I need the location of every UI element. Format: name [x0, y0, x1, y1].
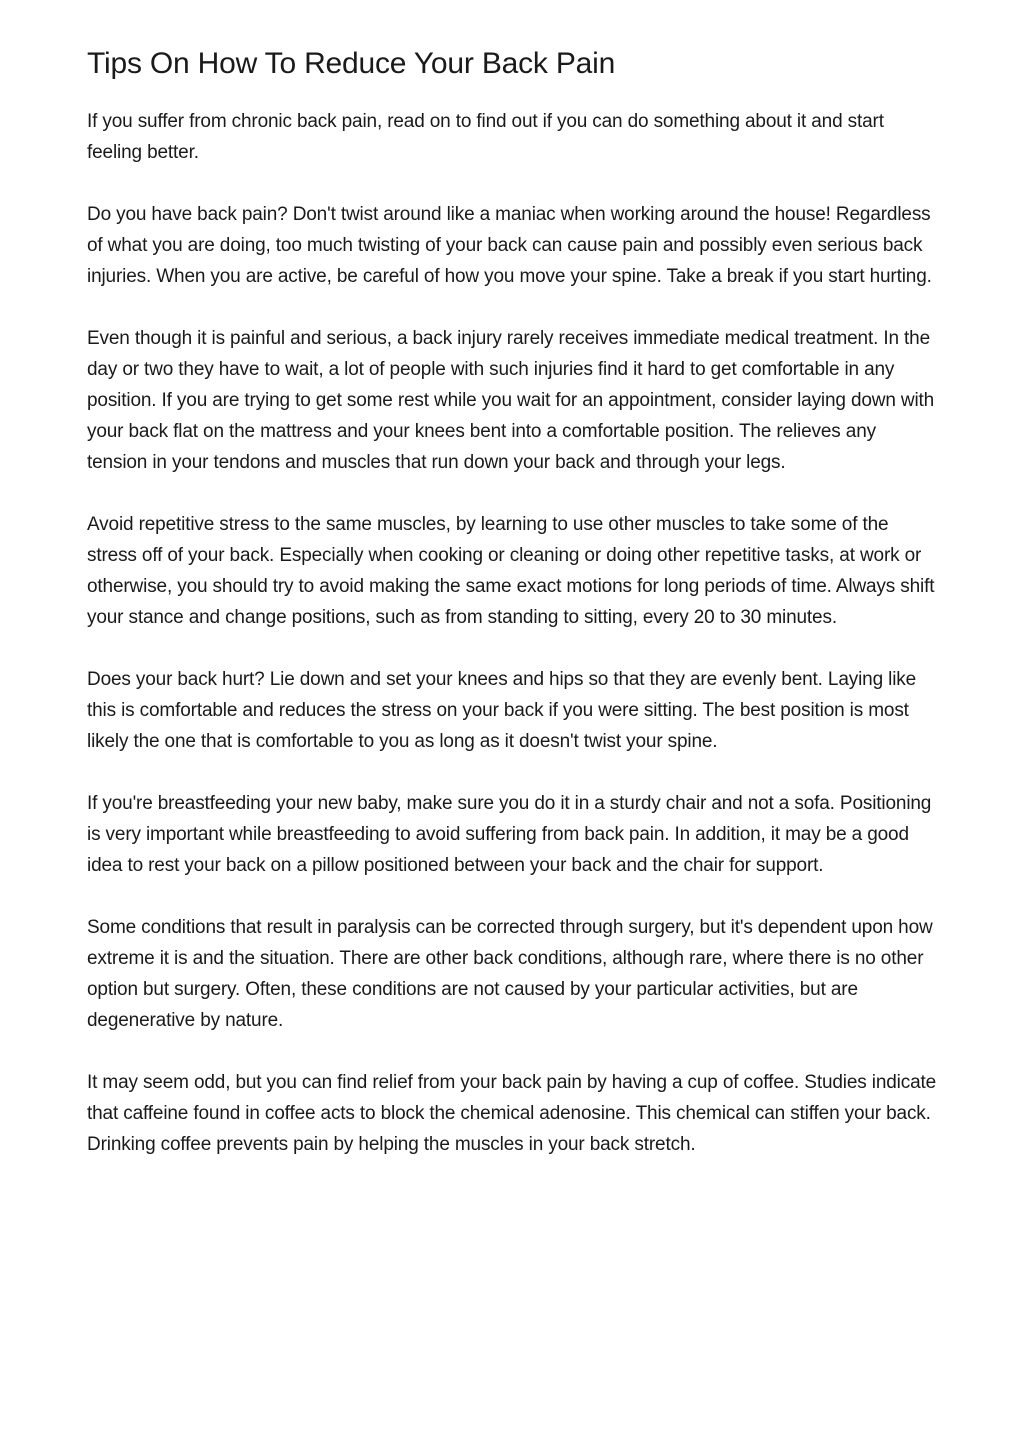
paragraph-intro: If you suffer from chronic back pain, read on to find out if you can do something about it and start feeling better. — [87, 111, 884, 163]
paragraph-lie-down: Does your back hurt? Lie down and set your knees and hips so that they are evenly bent. Laying like this is comfortable and reduces the stress on your back if you were sitting. The best position is most likely the one that is comfortable to you as long as it doesn't twist your spine. — [87, 669, 917, 752]
paragraph-breastfeeding: If you're breastfeeding your new baby, make sure you do it in a sturdy chair and not a sofa. Positioning is very important while breastfeeding to avoid suffering from back pain. In addition, it may be a good idea to rest your back on a pillow positioned between your back and the chair for support. — [87, 793, 932, 876]
paragraph-coffee: It may seem odd, but you can find relief from your back pain by having a cup of coffee. Studies indicate that caffeine found in coffee acts to block the chemical adenosine. This chemical can stiffen your back. Drinking coffee prevents pain by helping the muscles in your back stretch. — [87, 1072, 937, 1155]
paragraph-surgery: Some conditions that result in paralysis can be corrected through surgery, but it's dependent upon how extreme it is and the situation. There are other back conditions, although rare, where there is no other option but surgery. Often, these conditions are not caused by your particular activities, but are degenerative by nature. — [87, 917, 933, 1031]
paragraph-twisting: Do you have back pain? Don't twist around like a maniac when working around the house! Regardless of what you are doing, too much twisting of your back can cause pain and possibly even serious back injuries. When you are active, be careful of how you move your spine. Take a break if you start hurting. — [87, 204, 932, 287]
paragraph-repetitive-stress: Avoid repetitive stress to the same muscles, by learning to use other muscles to take some of the stress off of your back. Especially when cooking or cleaning or doing other repetitive tasks, at work or otherwise, you should try to avoid making the same exact motions for long periods of time. Always shift your stance and change positions, such as from standing to sitting, every 20 to 30 minutes. — [87, 514, 935, 628]
document-title: Tips On How To Reduce Your Back Pain — [87, 47, 616, 80]
paragraph-injury-rest: Even though it is painful and serious, a back injury rarely receives immediate medical treatment. In the day or two they have to wait, a lot of people with such injuries find it hard to get comfortable in any position. If you are trying to get some rest while you wait for an appointment, consider laying down with your back flat on the mattress and your knees bent into a comfortable position. The relieves any tension in your tendons and muscles that run down your back and through your legs. — [87, 328, 935, 473]
document-page — [87, 40, 937, 1191]
